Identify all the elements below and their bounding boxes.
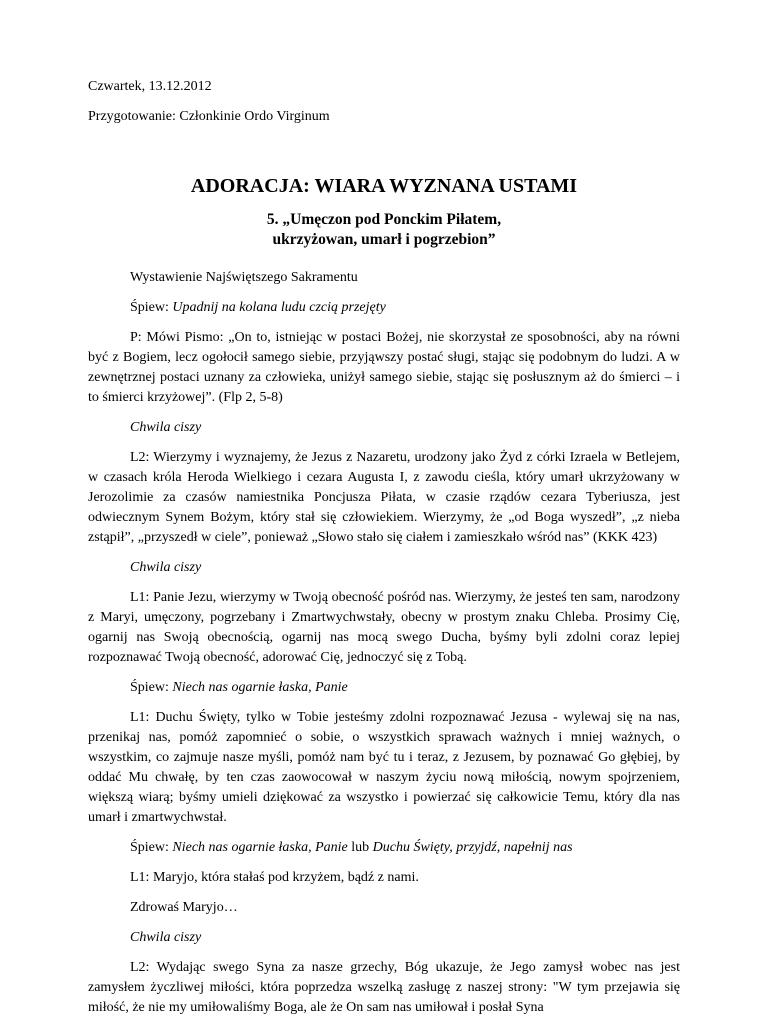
paragraph-mary: L1: Maryjo, która stałaś pod krzyżem, bądź z nami. — [130, 870, 419, 885]
silence-line — [130, 418, 680, 438]
paragraph-love: L2: Wydając swego Syna za nasze grzechy, Bóg ukazuje, że Jego zamysł wobec nas jest zamysłem życzliwej miłości, która poprzedza wszelką zasługę z naszej strony: "W tym przejawia się miłość, że nie my umiłowaliśmy Boga, ale że On sam nas umiłował i posłał Syna — [88, 960, 680, 1015]
page-subtitle — [88, 210, 680, 250]
paragraph-prayer-jesus: L1: Panie Jezu, wierzymy w Twoją obecność pośród nas. Wierzymy, że jesteś ten sam, narodzony z Maryi, umęczony, pogrzebany i Zmartwychwstały, obecny w prostym znaku Chleba. Prosimy Cię, ogarnij nas Swoją obecnością, ogarnij nas mocą swego Ducha, byśmy byli zdolni coraz lepiej rozpoznawać Twoją obecność, adorować Cię, jednoczyć się z Tobą. — [88, 590, 680, 665]
subtitle-line-2: ukrzyżowan, umarł i pogrzebion” — [272, 231, 496, 248]
paragraph-song-2 — [130, 678, 680, 698]
silence-line — [130, 558, 680, 578]
silence-text: Chwila ciszy — [130, 420, 202, 435]
paragraph-exposition: Wystawienie Najświętszego Sakramentu — [130, 270, 358, 285]
page-title: ADORACJA: WIARA WYZNANA USTAMI — [190, 175, 578, 197]
paragraph-hail-mary: Zdrowaś Maryjo… — [130, 900, 238, 915]
song-title: Niech nas ogarnie łaska, Panie — [172, 840, 348, 855]
paragraph-song-3 — [130, 838, 680, 858]
song-label: Śpiew: — [130, 300, 173, 315]
paragraph-scripture: P: Mówi Pismo: „On to, istniejąc w postaci Bożej, nie skorzystał ze sposobności, aby na równi być z Bogiem, lecz ogołocił samego siebie, przyjąwszy postać sługi, stając się podobnym do ludzi. A w zewnętrznej postaci uznany za człowieka, uniżył samego siebie, stając się posłusznym aż do śmierci – i to śmierci krzyżowej”. (Flp 2, 5-8) — [88, 330, 680, 405]
document-body — [88, 268, 680, 1028]
paragraph-prayer-spirit: L1: Duchu Święty, tylko w Tobie jesteśmy zdolni rozpoznawać Jezusa - wylewaj się na nas, przenikaj nas, pomóż zapomnieć o sobie, o wszystkich sprawach ważnych i mniej ważnych, o wszystkim, co zajmuje nasze myśli, pomóż nam być tu i teraz, z Jezusem, by poznawać Go głębiej, by oddać Mu chwałę, by ten czas zaowocował w naszym życiu nową miłością, nowym spojrzeniem, większą wiarą; byśmy umieli dziękować za wszystko i powierzać się całkowicie Temu, który dla nas umarł i zmartwychwstał. — [88, 710, 680, 825]
silence-line — [130, 928, 680, 948]
paragraph-song-1 — [130, 298, 680, 318]
paragraph-creed: L2: Wierzymy i wyznajemy, że Jezus z Nazaretu, urodzony jako Żyd z córki Izraela w Betlejem, w czasach króla Heroda Wielkiego i cezara Augusta I, z zawodu cieśla, który umarł ukrzyżowany w Jerozolimie za czasów namiestnika Poncjusza Piłata, w czasie rządów cezara Tyberiusza, jest odwiecznym Synem Bożym, który stał się człowiekiem. Wierzymy, że „od Boga wyszedł”, „z nieba zstąpił”, „przyszedł w ciele”, ponieważ „Słowo stało się ciałem i zamieszkało wśród nas” (KKK 423) — [88, 450, 680, 545]
song-label: Śpiew: — [130, 840, 173, 855]
date-line: Czwartek, 13.12.2012 — [88, 79, 212, 94]
song-title: Niech nas ogarnie łaska, Panie — [172, 680, 348, 695]
song-or: lub — [347, 840, 373, 855]
subtitle-line-1: 5. „Umęczon pod Ponckim Piłatem, — [266, 211, 502, 228]
song-title: Upadnij na kolana ludu czcią przejęty — [172, 300, 386, 315]
song-title-alt: Duchu Święty, przyjdź, napełnij nas — [372, 840, 573, 855]
silence-text: Chwila ciszy — [130, 560, 202, 575]
prepared-by-line: Przygotowanie: Członkinie Ordo Virginum — [88, 109, 330, 124]
song-label: Śpiew: — [130, 680, 173, 695]
silence-text: Chwila ciszy — [130, 930, 202, 945]
